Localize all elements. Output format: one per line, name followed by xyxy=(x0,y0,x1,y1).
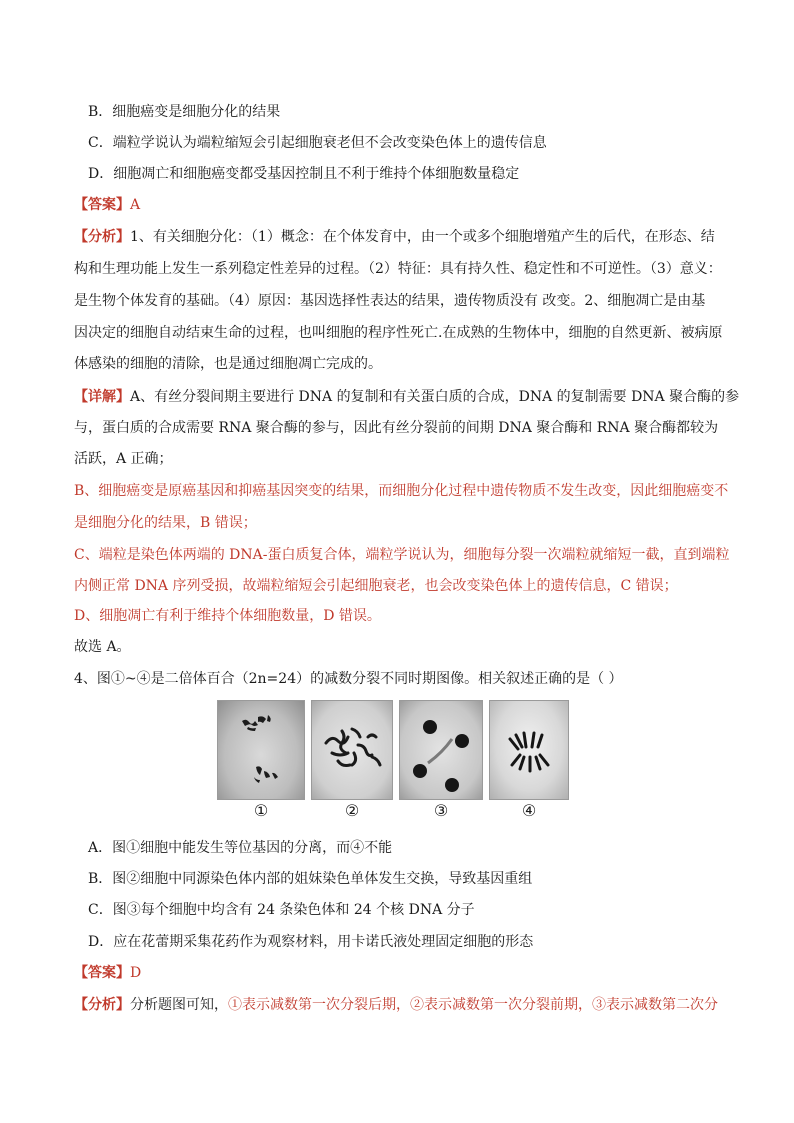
q4-option-c: C．图③每个细胞中均含有 24 条染色体和 24 个核 DNA 分子 xyxy=(88,902,475,918)
q3-detail-line-3: 活跃，A 正确； xyxy=(74,451,173,467)
q3-analysis-line-4: 因决定的细胞自动结束生命的过程，也叫细胞的程序性死亡.在成熟的生物体中，细胞的自然更新、被病原 xyxy=(74,325,723,341)
analysis-tag: 【分析】 xyxy=(74,229,130,245)
q3-option-d: D．细胞凋亡和细胞癌变都受基因控制且不利于维持个体细胞数量稳定 xyxy=(88,166,520,182)
micrograph-3 xyxy=(399,700,483,800)
micrograph-2 xyxy=(311,700,393,800)
figure-label-4: ④ xyxy=(521,801,537,820)
figure-label-3: ③ xyxy=(433,801,449,820)
analysis-text: 1、有关细胞分化：（1）概念：在个体发育中，由一个或多个细胞增殖产生的后代，在形态、结 xyxy=(130,229,715,245)
q3-detail-line-8: D、细胞凋亡有利于维持个体细胞数量，D 错误。 xyxy=(74,608,381,624)
four-nuclei-icon xyxy=(400,701,483,800)
figure-label-2: ② xyxy=(344,801,360,820)
q3-analysis-line-2: 构和生理功能上发生一系列稳定性差异的过程。（2）特征：具有持久性、稳定性和不可逆性。（3）意义： xyxy=(74,261,722,277)
q3-option-b: B．细胞癌变是细胞分化的结果 xyxy=(88,104,281,120)
q3-answer xyxy=(74,195,734,215)
analysis-part-3: ③表示减数第二次分 xyxy=(592,997,718,1013)
q3-conclusion: 故选 A。 xyxy=(74,639,131,655)
chromosome-bivalent-icon xyxy=(312,701,393,800)
answer-value: D xyxy=(130,965,142,981)
analysis-part-2: ②表示减数第一次分裂前期， xyxy=(410,997,592,1013)
q4-option-d: D．应在花蕾期采集花药作为观察材料，用卡诺氏液处理固定细胞的形态 xyxy=(88,934,534,950)
q3-analysis-line-3: 是生物个体发育的基础。（4）原因：基因选择性表达的结果，遗传物质没有 改变。2、细胞凋亡是由基 xyxy=(74,293,706,309)
meiosis-figure xyxy=(217,700,583,800)
detail-tag: 【详解】 xyxy=(74,389,130,405)
q3-detail-line-7: 内侧正常 DNA 序列受损，故端粒缩短会引起细胞衰老，也会改变染色体上的遗传信息，C 错误； xyxy=(74,578,678,594)
answer-value: A xyxy=(130,197,141,213)
q4-option-a: A．图①细胞中能发生等位基因的分离，而④不能 xyxy=(88,840,393,856)
q3-analysis-line-1 xyxy=(74,227,734,247)
micrograph-4 xyxy=(489,700,569,800)
q4-analysis-line-1 xyxy=(74,995,734,1015)
q3-analysis-line-5: 体感染的细胞的清除，也是通过细胞凋亡完成的。 xyxy=(74,356,382,372)
figure-labels xyxy=(217,801,583,821)
q4-option-b: B．图②细胞中同源染色体内部的姐妹染色单体发生交换，导致基因重组 xyxy=(88,871,533,887)
figure-label-1: ① xyxy=(253,801,269,820)
analysis-lead: 分析题图可知， xyxy=(130,997,228,1013)
chromosome-cluster-icon xyxy=(218,701,305,800)
answer-tag: 【答案】 xyxy=(74,965,130,981)
detail-text: A、有丝分裂间期主要进行 DNA 的复制和有关蛋白质的合成，DNA 的复制需要 DNA 聚合酶的参 xyxy=(130,389,740,405)
analysis-part-1: ①表示减数第一次分裂后期， xyxy=(228,997,410,1013)
micrograph-1 xyxy=(217,700,305,800)
q3-detail-line-6: C、端粒是染色体两端的 DNA-蛋白质复合体，端粒学说认为，细胞每分裂一次端粒就缩短一截，直到端粒 xyxy=(74,547,730,563)
q3-detail-line-2: 与，蛋白质的合成需要 RNA 聚合酶的参与，因此有丝分裂前的间期 DNA 聚合酶和 RNA 聚合酶都较为 xyxy=(74,420,719,436)
spindle-chromosomes-icon xyxy=(490,701,569,800)
q3-detail-line-4: B、细胞癌变是原癌基因和抑癌基因突变的结果，而细胞分化过程中遗传物质不发生改变，因此细胞癌变不 xyxy=(74,483,729,499)
q4-stem: 4、图①~④是二倍体百合（2n=24）的减数分裂不同时期图像。相关叙述正确的是（ ） xyxy=(74,671,623,687)
analysis-tag: 【分析】 xyxy=(74,997,130,1013)
answer-tag: 【答案】 xyxy=(74,197,130,213)
q4-answer xyxy=(74,963,734,983)
q3-detail-line-1 xyxy=(74,387,740,407)
q3-option-c: C．端粒学说认为端粒缩短会引起细胞衰老但不会改变染色体上的遗传信息 xyxy=(88,135,547,151)
q3-detail-line-5: 是细胞分化的结果，B 错误； xyxy=(74,515,257,531)
